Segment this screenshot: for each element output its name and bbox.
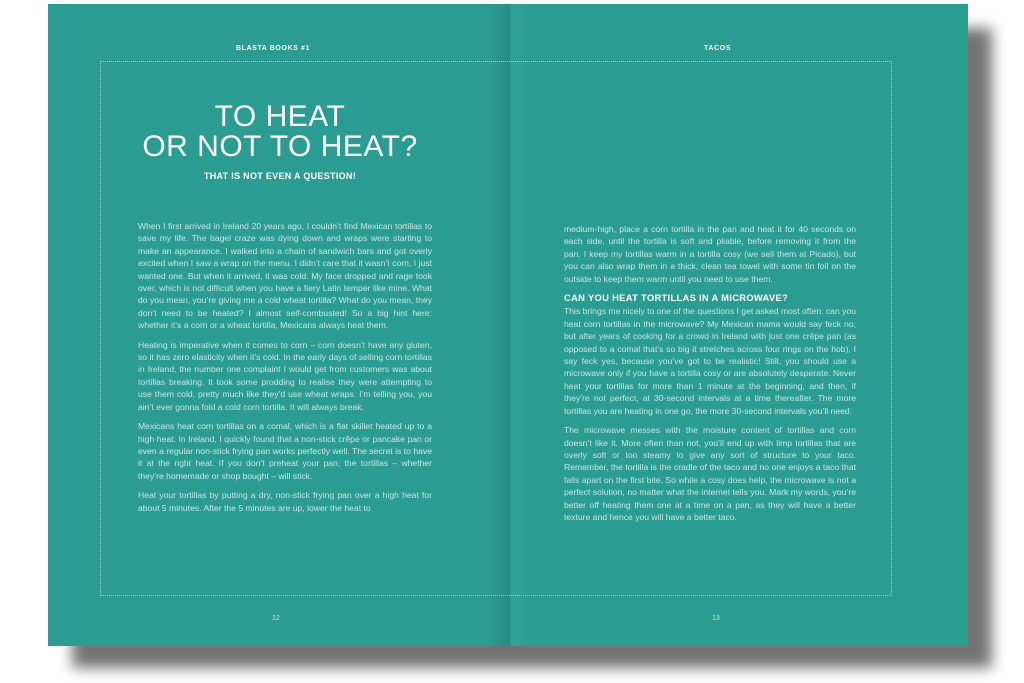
- body-paragraph: When I first arrived in Ireland 20 years ago, I couldn’t find Mexican tortillas to save my life. The bagel craze was dying down and wraps were starting to make an appearance. I walked into a chain of sandwich bars and got overly excited when I saw a wrap on the menu. I didn’t care that it wasn’t corn, I just wanted one. But when it arrived, it was cold. My face dropped and rage took over, which is not difficult when you have a fiery Latin temper like mine. What do you mean, you’re giving me a cold wheat tortilla? What do you mean, they don’t need to be heated? I almost self-combusted! So a big hint here: whether it’s a corn or a wheat tortilla, Mexicans always heat them.: [138, 221, 432, 331]
- running-head-left: BLASTA BOOKS #1: [236, 45, 310, 52]
- left-page-body: [138, 220, 432, 521]
- body-paragraph: This brings me nicely to one of the questions I get asked most often: can you heat corn tortillas in the microwave? My Mexican mama would say feck no, but after years of cooking for a crowd in Ireland with just one crêpe pan (as opposed to a comal that’s so big it stretches across four rings on the hob), I say feck yes, because you’ve got to be realistic! Still, you should use a microwave only if you have a tortilla cosy or are absolutely desperate. Never heat your tortillas for more than 1 minute at the beginning, and then, if they’re not perfect, at 30-second intervals at a time thereafter. The more tortillas you are heating in one go, the more 30-second intervals you’ll need.: [564, 306, 856, 416]
- book-spread: [48, 4, 968, 646]
- body-paragraph: The microwave messes with the moisture content of tortillas and corn doesn’t like it. More often than not, you’ll end up with limp tortillas that are overly soft or too steamy to give any sort of structure to your taco. Remember, the tortilla is the cradle of the taco and no one enjoys a taco that falls apart on the first bite. So while a cosy does help, the microwave is not a perfect solution, no matter what the internet tells you. Mark my words, you’re better off heating them one at a time on a pan, as they will have a better texture and hence you will have a better taco.: [564, 425, 856, 522]
- body-paragraph: Heat your tortillas by putting a dry, non-stick frying pan over a high heat for about 5 minutes. After the 5 minutes are up, lower the heat to: [138, 490, 432, 513]
- body-paragraph: Mexicans heat corn tortillas on a comal, which is a flat skillet heated up to a high heat. In Ireland, I quickly found that a non-stick crêpe or pancake pan or even a regular non-stick frying pan works perfectly well. The secret is to have it at the right heat. If you don’t preheat your pan, the tortillas – whether they’re homemade or shop bought – will stick.: [138, 421, 432, 481]
- body-paragraph: Heating is imperative when it comes to corn – corn doesn’t have any gluten, so it has zero elasticity when it’s cold. In the early days of selling corn tortillas in Ireland, the number one complaint I would get from customers was about tortillas breaking. It took some prodding to realise they were attempting to use them cold, pretty much like they’d use wheat wraps. I’m telling you, you ain’t ever gonna fold a cold corn tortilla. It will always break.: [138, 339, 432, 412]
- right-page-body: [564, 223, 856, 530]
- running-head-right: TACOS: [704, 45, 731, 52]
- chapter-subtitle: THAT IS NOT EVEN A QUESTION!: [203, 171, 357, 181]
- chapter-title-line-1: TO HEAT: [214, 100, 346, 133]
- page-number-right: 13: [712, 615, 720, 622]
- page-number-left: 12: [272, 615, 280, 622]
- chapter-title-line-2: OR NOT TO HEAT?: [142, 130, 418, 163]
- body-paragraph: medium-high, place a corn tortilla in the pan and heat it for 40 seconds on each side, until the tortilla is soft and pliable, before removing it from the pan. I keep my tortillas warm in a tortilla cosy (we sell them at Picado), but you can also wrap them in a thick, clean tea towel with some tin foil on the outside to keep them warm until you need to use them.: [564, 224, 856, 284]
- section-heading: CAN YOU HEAT TORTILLAS IN A MICROWAVE?: [564, 292, 789, 304]
